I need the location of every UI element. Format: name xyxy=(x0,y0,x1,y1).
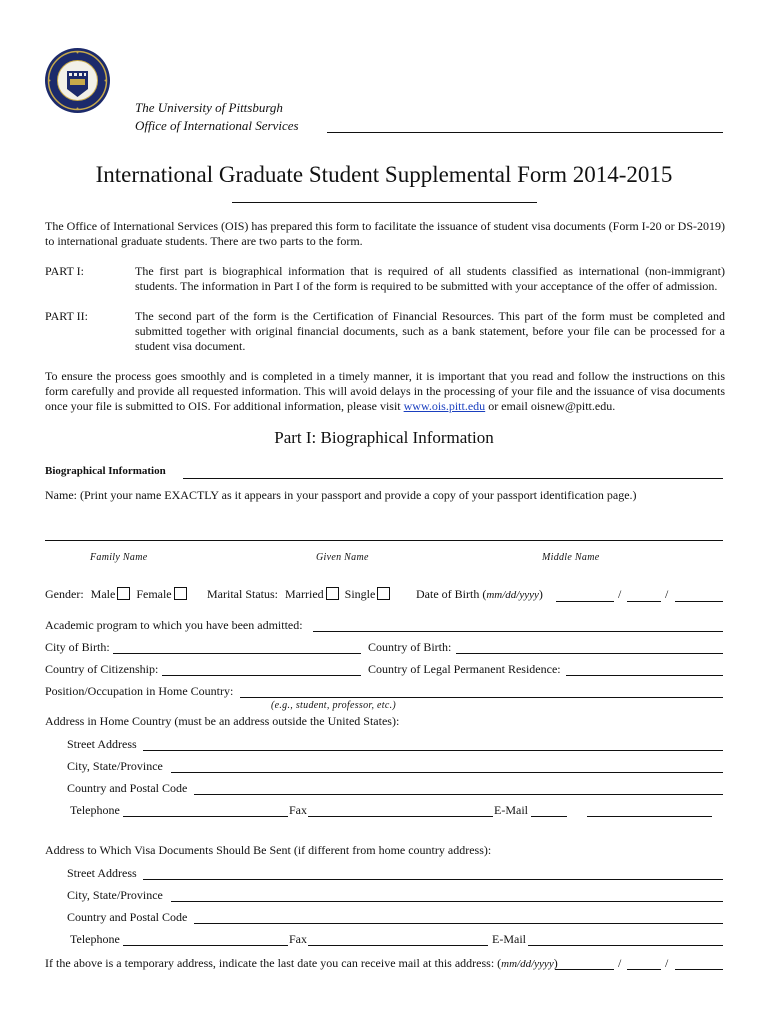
form-title: International Graduate Student Supplemental Form 2014-2015 xyxy=(95,162,673,187)
position-label: Position/Occupation in Home Country: xyxy=(45,684,234,698)
home-email-label: E-Mail xyxy=(494,803,528,817)
home-street-label: Street Address xyxy=(67,737,137,751)
gender-label: Gender: xyxy=(45,587,84,601)
middle-name-label: Middle Name xyxy=(542,552,600,563)
visa-telephone-field[interactable] xyxy=(123,945,288,946)
office-name: Office of International Services xyxy=(135,118,299,133)
dob-close: ) xyxy=(538,587,543,601)
citizenship-label: Country of Citizenship: xyxy=(45,662,159,676)
visa-fax-field[interactable] xyxy=(308,945,488,946)
part-one-label: PART I: xyxy=(45,264,84,278)
dob-row xyxy=(416,587,543,602)
residence-field[interactable] xyxy=(566,675,723,676)
home-email-field-a[interactable] xyxy=(531,816,567,817)
family-name-label: Family Name xyxy=(90,552,148,563)
city-birth-field[interactable] xyxy=(113,653,361,654)
home-address-label: Address in Home Country (must be an address outside the United States): xyxy=(45,714,400,728)
gender-row xyxy=(45,587,187,602)
dob-label: Date of Birth ( xyxy=(416,587,487,601)
home-fax-label: Fax xyxy=(289,803,307,817)
bio-heading: Biographical Information xyxy=(45,465,166,477)
university-seal-logo xyxy=(44,47,111,114)
temp-slash-2: / xyxy=(665,956,669,970)
university-name: The University of Pittsburgh xyxy=(135,100,283,115)
visa-street-field[interactable] xyxy=(143,879,723,880)
name-field-line[interactable] xyxy=(45,540,723,541)
male-label: Male xyxy=(90,587,116,601)
visa-address-label: Address to Which Visa Documents Should Be Sent (if different from home country address): xyxy=(45,843,492,857)
temp-date-close: ) xyxy=(553,956,558,970)
part-one-text: The first part is biographical information that is required of all students classified as international (non-immigrant) students. The information in Part I of the form is required to be submitted with your acceptance of the offer of admission. xyxy=(135,264,725,293)
country-birth-field[interactable] xyxy=(456,653,723,654)
part-two-label: PART II: xyxy=(45,309,88,323)
home-city-field[interactable] xyxy=(171,772,723,773)
process-paragraph xyxy=(45,369,725,414)
visa-city-label: City, State/Province xyxy=(67,888,163,902)
temp-address-label: If the above is a temporary address, indicate the last date you can receive mail at this address: ( xyxy=(45,956,502,970)
ois-website-link[interactable]: www.ois.pitt.edu xyxy=(403,399,486,413)
citizenship-field[interactable] xyxy=(162,675,361,676)
dob-slash-2: / xyxy=(665,587,669,601)
female-checkbox[interactable] xyxy=(174,587,187,600)
name-instruction: Name: (Print your name EXACTLY as it appears in your passport and provide a copy of your passport identification page.) xyxy=(45,488,637,502)
dob-year-field[interactable] xyxy=(675,601,723,602)
home-city-label: City, State/Province xyxy=(67,759,163,773)
home-country-label: Country and Postal Code xyxy=(67,781,188,795)
position-hint: (e.g., student, professor, etc.) xyxy=(271,700,397,711)
residence-label: Country of Legal Permanent Residence: xyxy=(368,662,561,676)
female-label: Female xyxy=(136,587,172,601)
country-birth-label: Country of Birth: xyxy=(368,640,452,654)
home-email-field-b[interactable] xyxy=(587,816,712,817)
section-title: Part I: Biographical Information xyxy=(274,428,494,447)
visa-city-field[interactable] xyxy=(171,901,723,902)
home-telephone-field[interactable] xyxy=(123,816,288,817)
temp-year-field[interactable] xyxy=(675,969,723,970)
married-label: Married xyxy=(285,587,324,601)
marital-row xyxy=(207,587,390,602)
visa-country-label: Country and Postal Code xyxy=(67,910,188,924)
academic-field[interactable] xyxy=(313,631,723,632)
academic-label: Academic program to which you have been admitted: xyxy=(45,618,303,632)
single-label: Single xyxy=(344,587,376,601)
dob-day-field[interactable] xyxy=(627,601,661,602)
part-two-text: The second part of the form is the Certification of Financial Resources. This part of the form must be completed and submitted together with original financial documents, such as a bank statement, before your file can be processed for a student visa document. xyxy=(135,309,725,353)
visa-street-label: Street Address xyxy=(67,866,137,880)
home-telephone-label: Telephone xyxy=(70,803,120,817)
process-text: To ensure the process goes smoothly and is completed in a timely manner, it is important that you read and follow the instructions on this form carefully and provide all requested information. This will avoid delays in the processing of your file and the issuance of visa documents once your file is submitted to OIS. For additional information, please visit xyxy=(45,369,725,413)
title-underline xyxy=(232,202,537,203)
married-checkbox[interactable] xyxy=(326,587,339,600)
visa-email-field[interactable] xyxy=(528,945,723,946)
position-field[interactable] xyxy=(240,697,723,698)
temp-address-row xyxy=(45,956,558,971)
temp-date-format: mm/dd/yyyy xyxy=(501,958,554,970)
home-street-field[interactable] xyxy=(143,750,723,751)
temp-month-field[interactable] xyxy=(555,969,614,970)
male-checkbox[interactable] xyxy=(117,587,130,600)
given-name-label: Given Name xyxy=(316,552,369,563)
intro-paragraph: The Office of International Services (OIS) has prepared this form to facilitate the issuance of student visa documents (Form I-20 or DS-2019) to international graduate students. There are two parts to the form. xyxy=(45,219,725,248)
bio-heading-rule xyxy=(183,478,723,479)
city-birth-label: City of Birth: xyxy=(45,640,110,654)
marital-label: Marital Status: xyxy=(207,587,278,601)
dob-month-field[interactable] xyxy=(556,601,614,602)
header-rule xyxy=(327,132,723,133)
home-country-field[interactable] xyxy=(194,794,723,795)
single-checkbox[interactable] xyxy=(377,587,390,600)
temp-slash-1: / xyxy=(618,956,622,970)
visa-email-label: E-Mail xyxy=(492,932,526,946)
visa-telephone-label: Telephone xyxy=(70,932,120,946)
visa-country-field[interactable] xyxy=(194,923,723,924)
visa-fax-label: Fax xyxy=(289,932,307,946)
dob-slash-1: / xyxy=(618,587,622,601)
temp-day-field[interactable] xyxy=(627,969,661,970)
process-tail: or email oisnew@pitt.edu. xyxy=(485,399,616,413)
home-fax-field[interactable] xyxy=(308,816,493,817)
dob-format: mm/dd/yyyy xyxy=(486,589,539,601)
